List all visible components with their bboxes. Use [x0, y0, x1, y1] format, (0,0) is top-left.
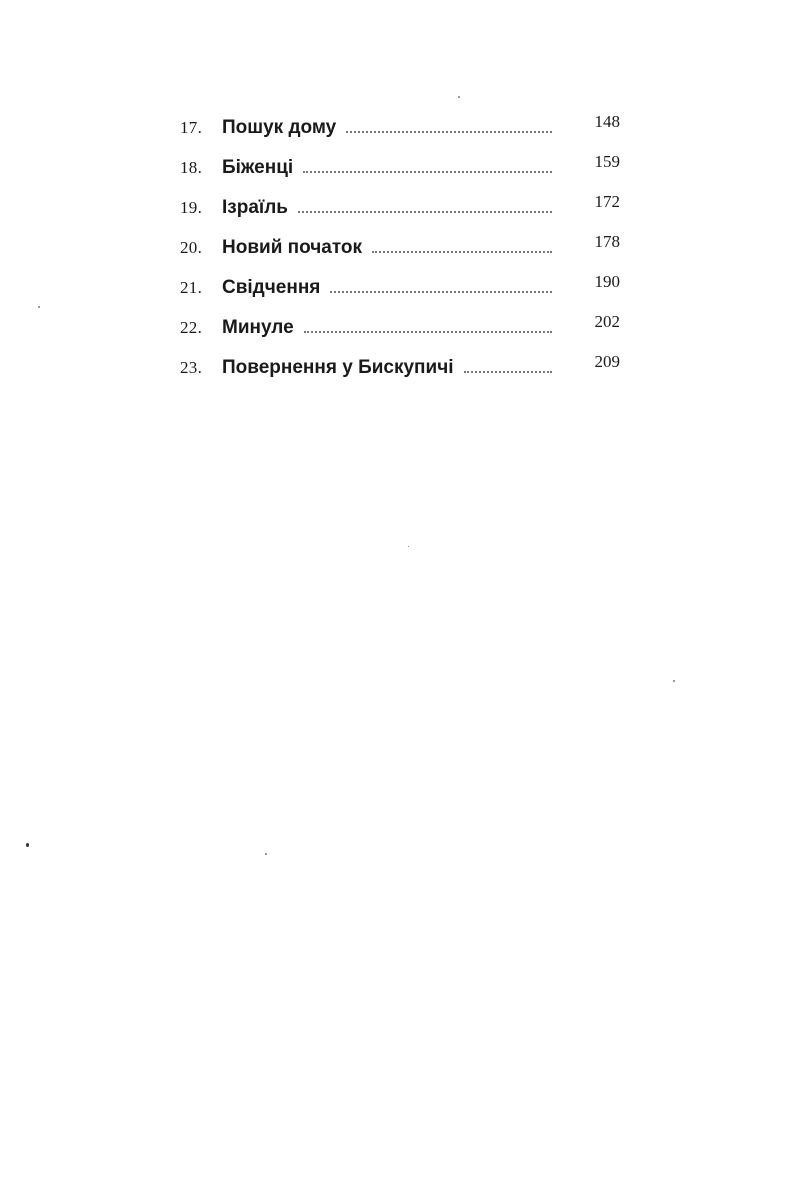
toc-entry-title: Ізраїль — [222, 197, 288, 218]
toc-entry-page: 190 — [594, 272, 620, 291]
scan-speck — [38, 306, 40, 308]
toc-entry-page: 172 — [594, 192, 620, 211]
scan-speck — [408, 546, 409, 547]
toc-entry-number: 17. — [180, 118, 203, 137]
toc-entry-number: 20. — [180, 238, 203, 257]
toc-entry-number: 19. — [180, 198, 203, 217]
toc-entry — [180, 108, 620, 148]
toc-entry-title: Свідчення — [222, 277, 321, 298]
scan-speck — [458, 96, 460, 98]
toc-dot-leader — [303, 171, 552, 173]
toc-entry-page: 202 — [594, 312, 620, 331]
scan-speck — [26, 843, 29, 847]
toc-entry-page: 159 — [594, 152, 620, 171]
toc-entry — [180, 268, 620, 308]
scan-speck — [265, 853, 267, 855]
scan-speck — [673, 680, 675, 682]
toc-entry-page: 178 — [594, 232, 620, 251]
toc-entry-title: Біженці — [222, 157, 294, 178]
toc-entry — [180, 188, 620, 228]
toc-entry — [180, 348, 620, 388]
toc-entry-number: 21. — [180, 278, 203, 297]
toc-entry-title: Минуле — [222, 317, 294, 338]
toc-entry-page: 148 — [594, 112, 620, 131]
toc-entry-title: Новий початок — [222, 237, 363, 258]
toc-entry — [180, 308, 620, 348]
toc-entry-number: 22. — [180, 318, 203, 337]
toc-entry-number: 23. — [180, 358, 203, 377]
toc-entry-title: Пошук дому — [222, 117, 337, 138]
toc-dot-leader — [298, 211, 552, 213]
toc-dot-leader — [464, 371, 552, 373]
toc-dot-leader — [372, 251, 552, 253]
toc-dot-leader — [304, 331, 552, 333]
table-of-contents — [180, 108, 620, 388]
toc-entry — [180, 228, 620, 268]
toc-entry-title: Повернення у Бискупичі — [222, 357, 454, 378]
toc-entry-number: 18. — [180, 158, 203, 177]
toc-entry-page: 209 — [594, 352, 620, 371]
toc-entry — [180, 148, 620, 188]
toc-dot-leader — [330, 291, 552, 293]
toc-dot-leader — [346, 131, 552, 133]
